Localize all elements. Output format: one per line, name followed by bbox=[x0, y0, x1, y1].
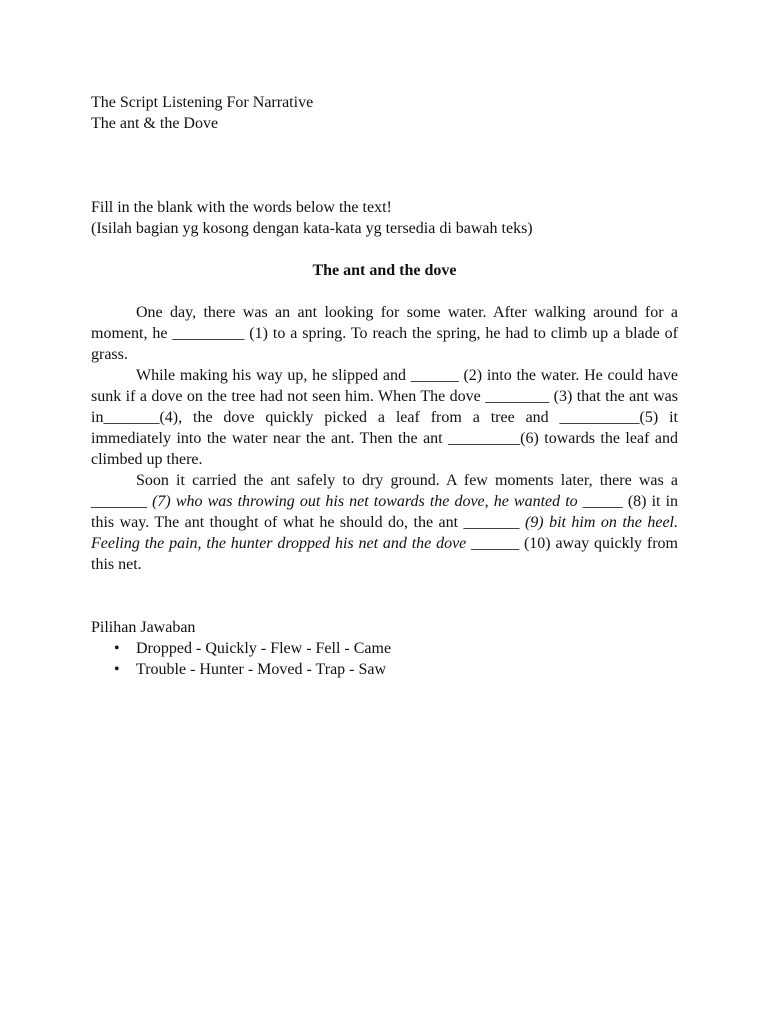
script-title: The Script Listening For Narrative bbox=[91, 94, 314, 111]
instruction-indonesian: (Isilah bagian yg kosong dengan kata-kata yg tersedia di bawah teks) bbox=[91, 220, 533, 237]
document-page bbox=[91, 92, 678, 680]
paragraph-3-italic-b: (7) who was throwing out his net towards the dove, he wanted to bbox=[152, 493, 578, 510]
story-paragraph-1: One day, there was an ant looking for some water. After walking around for a moment, he _________ (1) to a spring. To reach the spring, he had to climb up a blade of grass. bbox=[91, 304, 678, 363]
story-title: The ant and the dove bbox=[312, 262, 457, 279]
story-paragraph-2: While making his way up, he slipped and ______ (2) into the water. He could have sunk if a dove on the tree had not seen him. When The dove ________ (3) that the ant was in_______(4), the dove quickly picked a leaf from a tree and __________(5) it immediately into the water near the ant. Then the ant _________(6) towards the leaf and climbed up there. bbox=[91, 367, 678, 468]
instruction-english: Fill in the blank with the words below the text! bbox=[91, 199, 392, 216]
answer-item-text: Dropped - Quickly - Flew - Fell - Came bbox=[136, 640, 392, 657]
answer-choices-heading: Pilihan Jawaban bbox=[91, 619, 196, 636]
paragraph-3-text-e: ______ (10) away quickly from this net. bbox=[91, 535, 678, 573]
paragraph-3-italic-d: (9) bit him on the heel. Feeling the pain, the hunter dropped his net and the dove bbox=[91, 514, 678, 552]
bullet-icon: • bbox=[114, 640, 120, 657]
story-body bbox=[91, 302, 678, 575]
bullet-icon: • bbox=[114, 661, 120, 678]
answer-list bbox=[91, 638, 678, 680]
answer-item bbox=[112, 638, 678, 659]
story-paragraph-3 bbox=[91, 470, 678, 575]
document-header bbox=[91, 92, 678, 134]
script-subtitle: The ant & the Dove bbox=[91, 115, 219, 132]
instructions bbox=[91, 197, 678, 239]
answer-item-text: Trouble - Hunter - Moved - Trap - Saw bbox=[136, 661, 387, 678]
paragraph-3-text-a: Soon it carried the ant safely to dry ground. A few moments later, there was a _______ bbox=[91, 472, 678, 510]
answer-item bbox=[112, 659, 678, 680]
answer-choices bbox=[91, 617, 678, 680]
paragraph-3-text-c: _____ (8) it in this way. The ant thought of what he should do, the ant _______ bbox=[91, 493, 679, 531]
